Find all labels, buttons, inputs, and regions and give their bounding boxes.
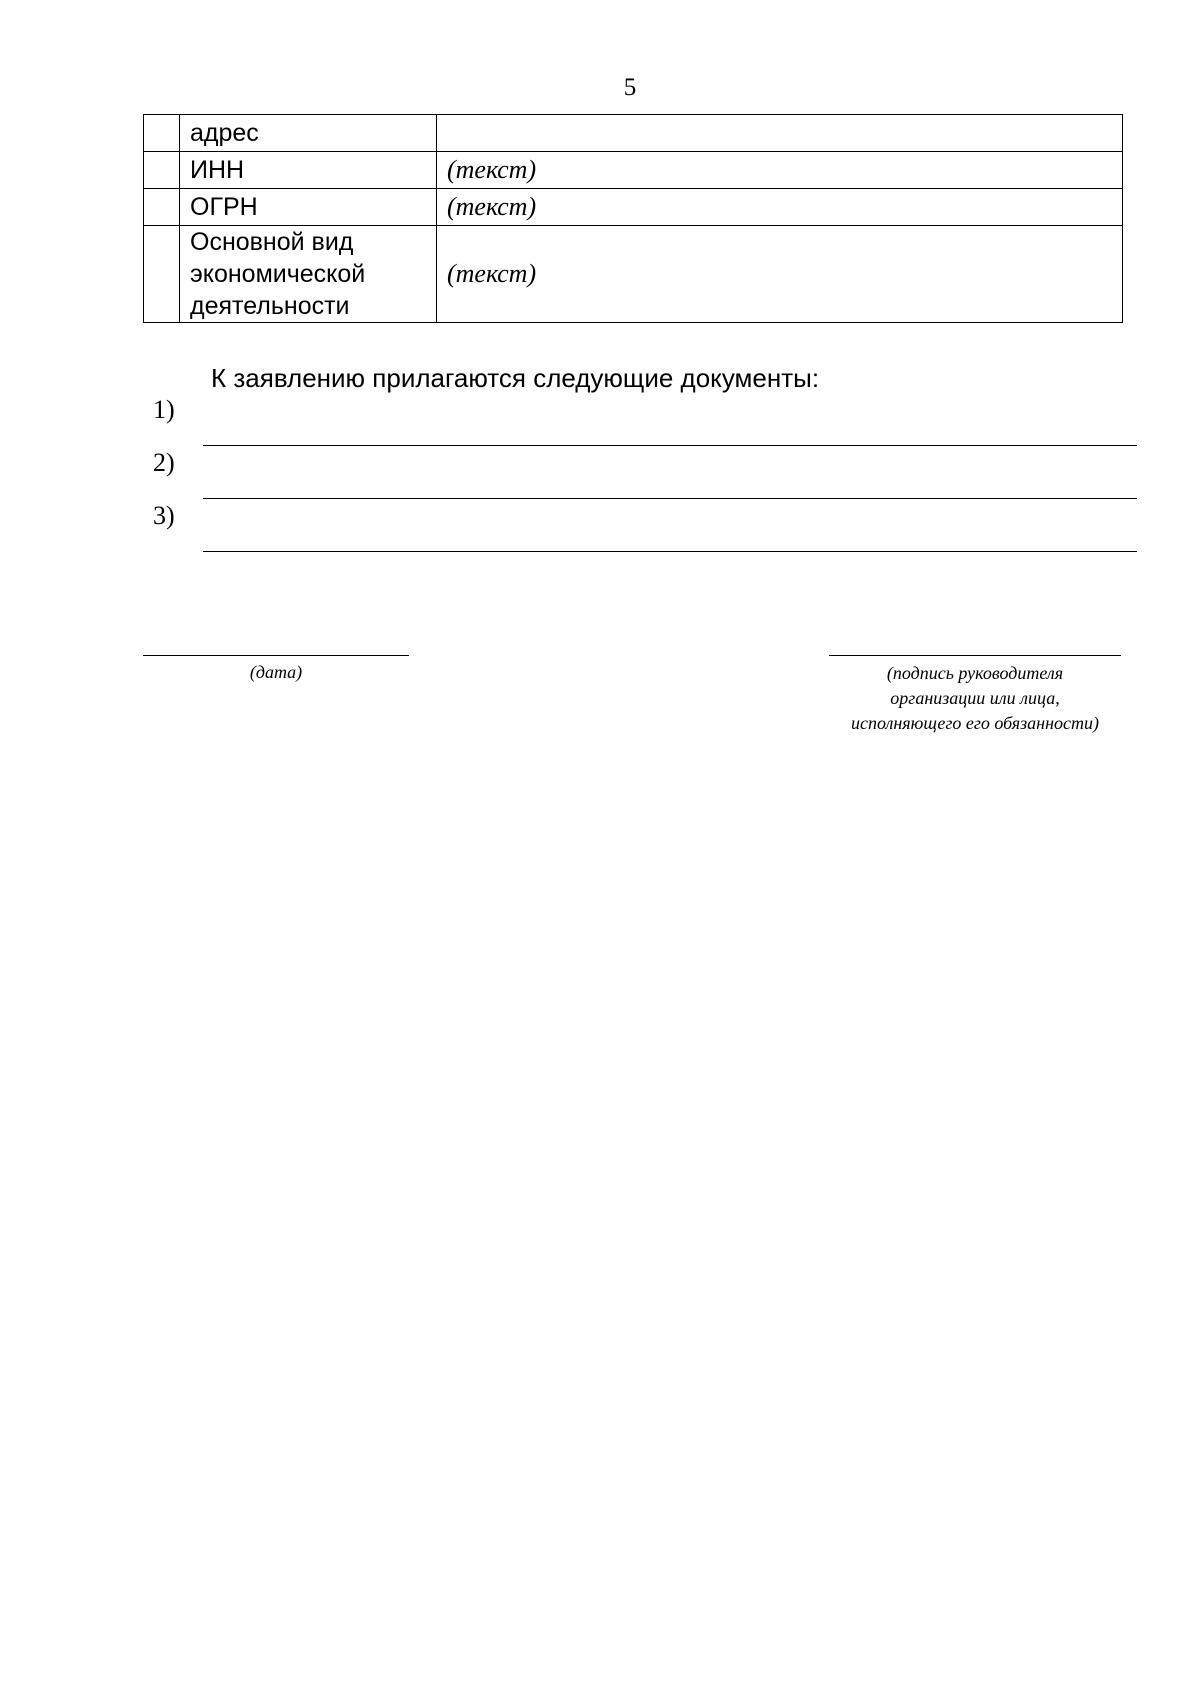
activity-label-line: экономической [190, 260, 366, 288]
organization-info-table [143, 114, 1123, 323]
inn-label: ИНН [180, 152, 437, 189]
attachment-fill-line[interactable] [203, 551, 1137, 552]
signature-caption-line: организации или лица, [890, 688, 1060, 708]
attachment-number: 2) [153, 448, 175, 477]
attachment-line-2[interactable] [143, 447, 1137, 499]
page-number: 5 [623, 74, 637, 101]
table-row-ogrn [144, 189, 1123, 226]
attachments-heading: К заявлению прилагаются следующие документы: [211, 363, 820, 393]
signature-caption-line: исполняющего его обязанности) [850, 713, 1100, 733]
attachment-line-1[interactable] [143, 394, 1137, 446]
row-number-cell [144, 152, 180, 189]
table-row-activity [144, 226, 1123, 323]
attachment-fill-line[interactable] [203, 445, 1137, 446]
attachment-number: 1) [153, 395, 175, 424]
ogrn-label: ОГРН [180, 189, 437, 226]
activity-value[interactable]: (текст) [437, 226, 1123, 323]
attachment-fill-line[interactable] [203, 498, 1137, 499]
address-value[interactable] [437, 115, 1123, 152]
activity-label-line: Основной вид [190, 228, 354, 256]
table-row-inn [144, 152, 1123, 189]
date-signature-line[interactable] [143, 655, 409, 656]
address-label: адрес [180, 115, 437, 152]
row-number-cell [144, 115, 180, 152]
manager-signature-line[interactable] [829, 655, 1121, 656]
activity-label [180, 226, 437, 323]
date-caption: (дата) [249, 662, 303, 682]
attachment-number: 3) [153, 501, 175, 530]
row-number-cell [144, 226, 180, 323]
table-row-address [144, 115, 1123, 152]
row-number-cell [144, 189, 180, 226]
manager-signature-caption [815, 661, 1135, 736]
ogrn-value[interactable]: (текст) [437, 189, 1123, 226]
activity-label-line: деятельности [190, 292, 350, 320]
signature-caption-line: (подпись руководителя [886, 663, 1064, 683]
inn-value[interactable]: (текст) [437, 152, 1123, 189]
attachment-line-3[interactable] [143, 500, 1137, 552]
